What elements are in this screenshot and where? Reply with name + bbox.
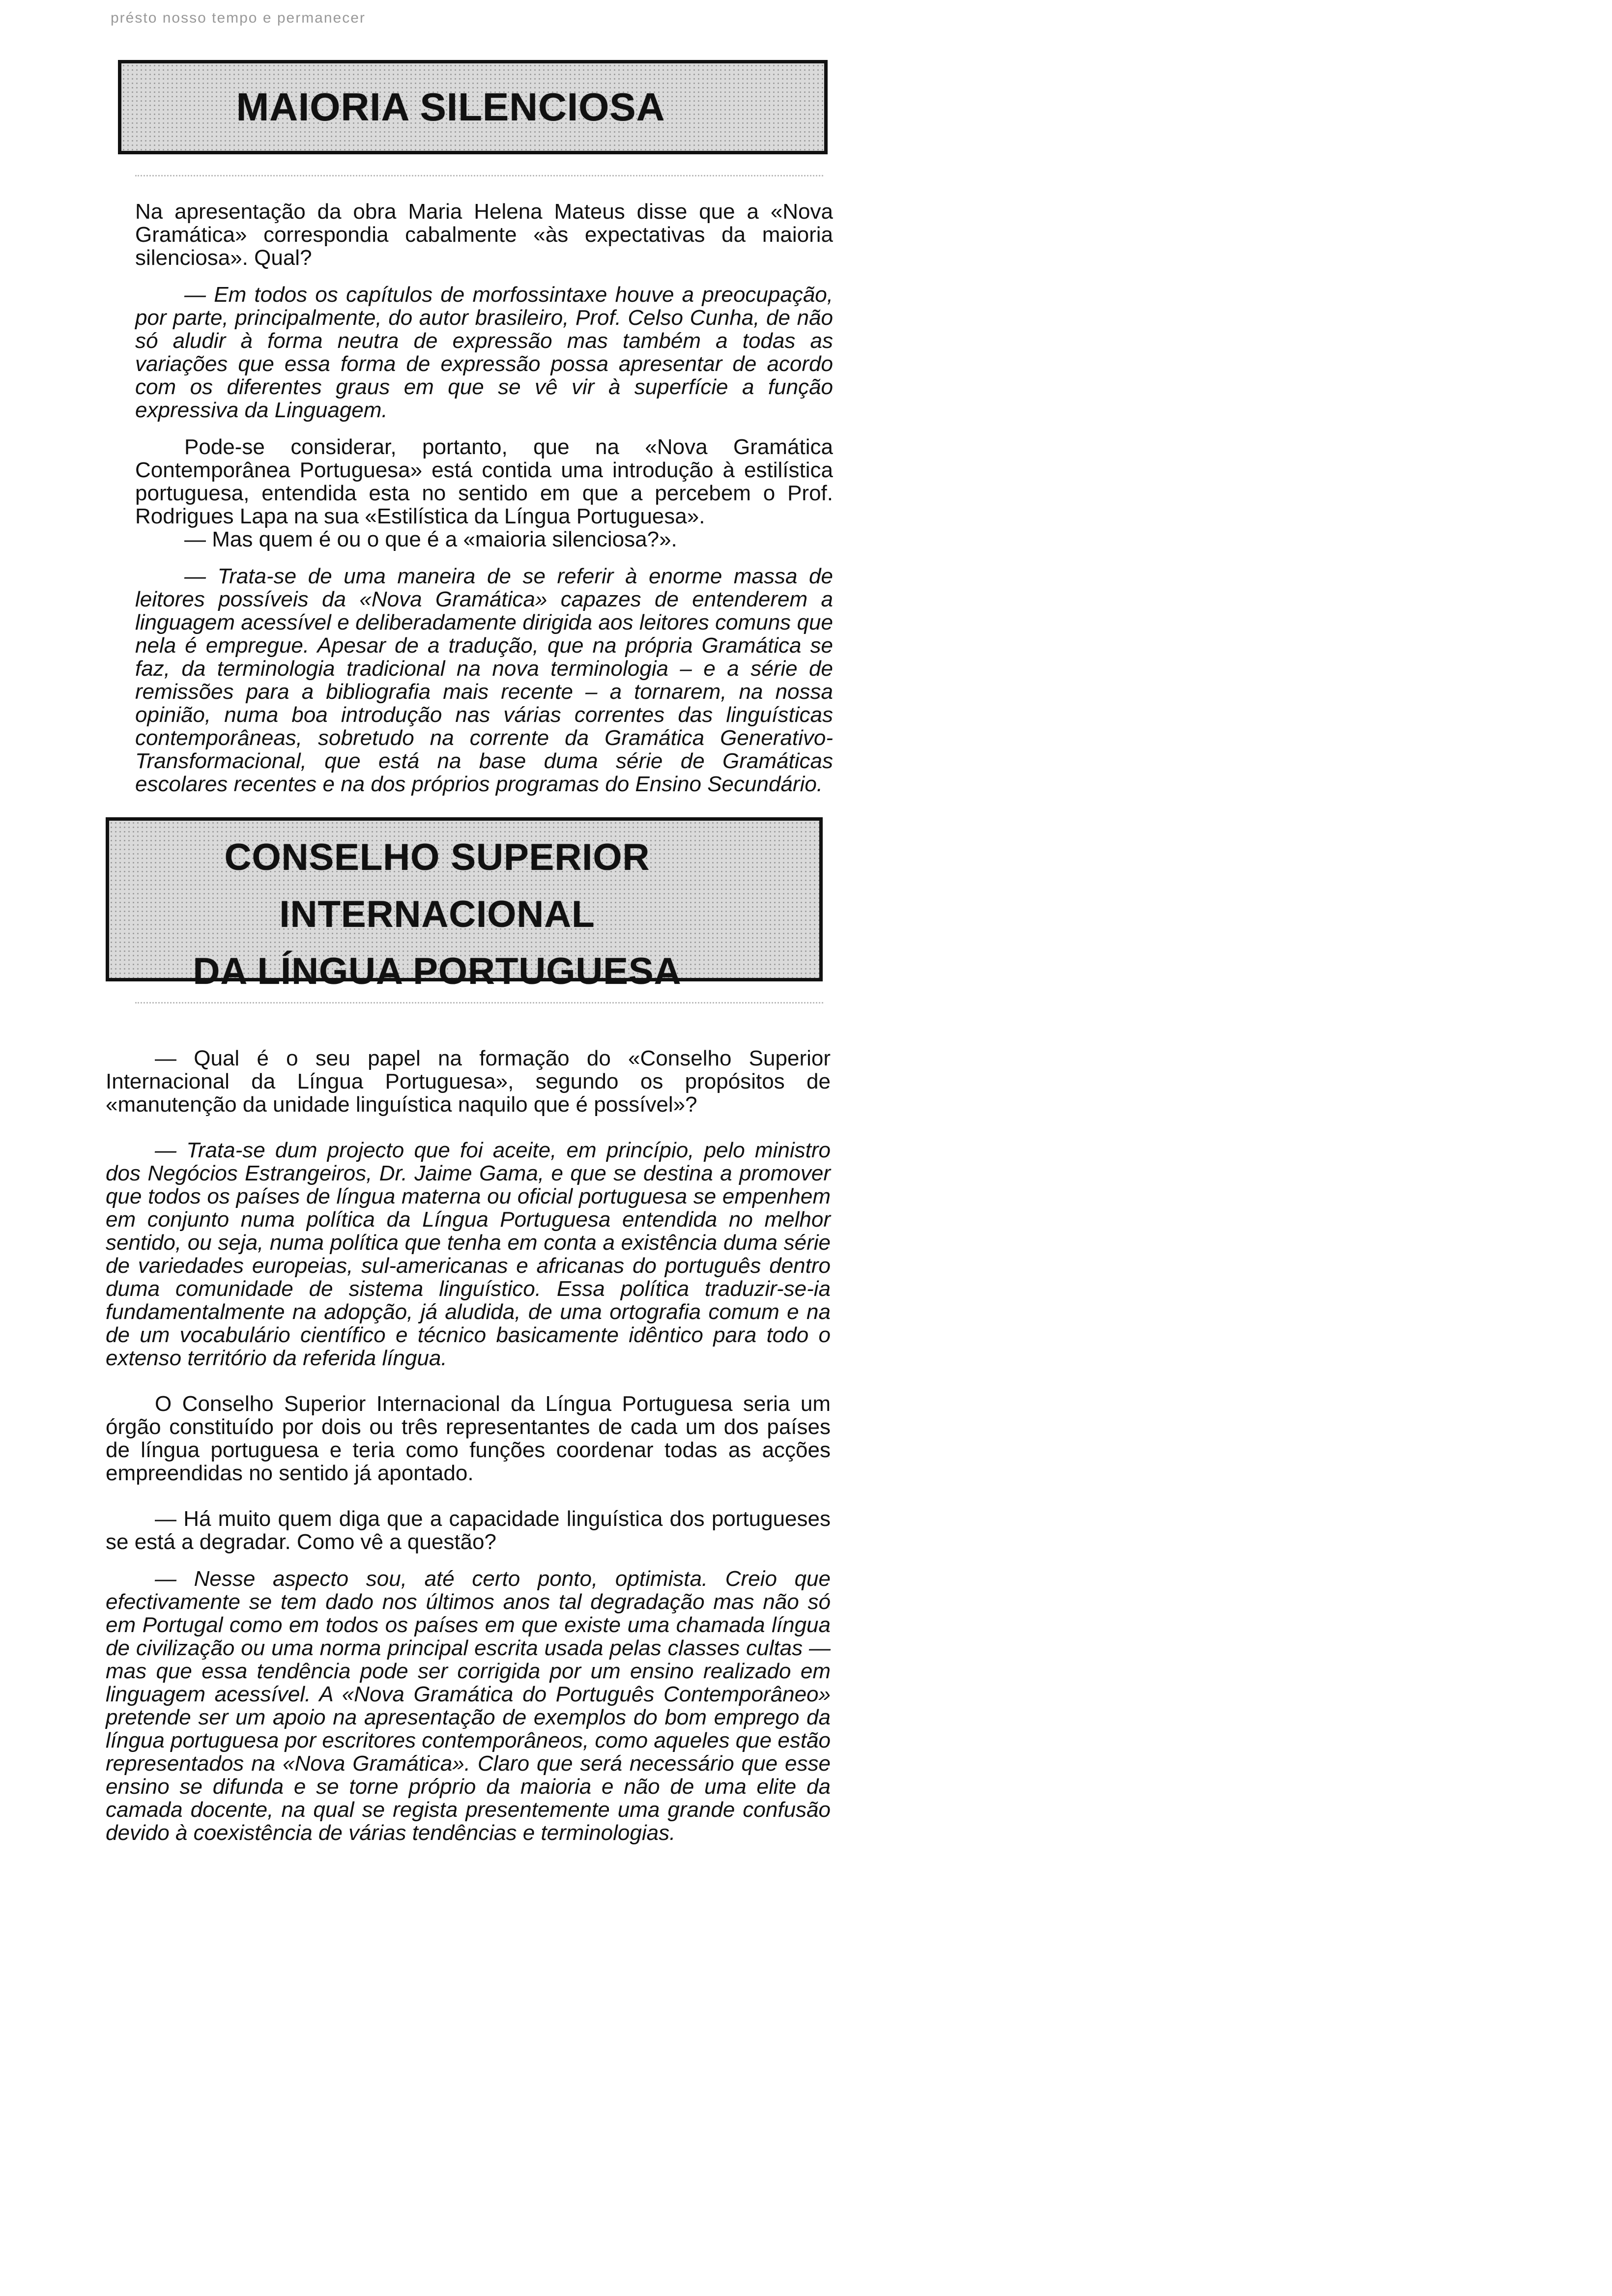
section-body-maioria — [106, 200, 833, 796]
section-body-conselho — [106, 1047, 831, 1844]
paragraph-question-3: — Qual é o seu papel na formação do «Conselho Superior Internacional da Língua Portuguesa», segundo os propósitos de «manutenção da unidade linguística naquilo que é possível»? — [106, 1046, 831, 1117]
section-title-maioria: MAIORIA SILENCIOSA — [236, 85, 665, 129]
top-noise-text: présto nosso tempo e permanecer — [111, 10, 366, 26]
paragraph-answer-5: O Conselho Superior Internacional da Língua Portuguesa seria um órgão constituído por dois ou três representantes de cada um dos países de língua portuguesa e teria como funções coordenar todas as acções empreendidas no sentido já apontado. — [106, 1392, 831, 1485]
paragraph-answer-6: — Nesse aspecto sou, até certo ponto, optimista. Creio que efectivamente se tem dado nos últimos anos tal degradação mas não só em Portugal como em todos os países em que existe uma chamada língua de civilização ou uma norma principal escrita usada pelas classes cultas — mas que essa tendência pode ser corrigida por um ensino realizado em linguagem acessível. A «Nova Gramática do Português Contemporâneo» pretende ser um apoio na apresentação de exemplos do bom emprego da língua portuguesa por escritores contemporâneos, como aqueles que estão representados na «Nova Gramática». Claro que será necessário que esse ensino se difunda e se torne próprio da maioria e não de uma elite da camada docente, na qual se regista presentemente uma grande confusão devido à coexistência de várias tendências e terminologias. — [106, 1567, 831, 1845]
paragraph-question-1: Na apresentação da obra Maria Helena Mateus disse que a «Nova Gramática» correspondia cabalmente «às expectativas da maioria silenciosa». Qual? — [135, 200, 833, 270]
article-column — [106, 10, 833, 1844]
paragraph-answer-3: — Trata-se de uma maneira de se referir à enorme massa de leitores possíveis da «Nova Gramática» capazes de entenderem a linguagem acessível e deliberadamente dirigida aos leitores comuns que nela é empregue. Apesar de a tradução, que na própria Gramática se faz, da terminologia tradicional na nova terminologia – e a série de remissões para a bibliografia mais recente – a tornarem, na nossa opinião, numa boa introdução nas várias correntes das linguísticas contemporâneas, sobretudo na corrente da Gramática Generativo-Transformacional, que está na base duma série de Gramáticas escolares recentes e na dos próprios programas do Ensino Secundário. — [135, 564, 833, 796]
paragraph-answer-1: — Em todos os capítulos de morfossintaxe houve a preocupação, por parte, principalmente, do autor brasileiro, Prof. Celso Cunha, de não só aludir à forma neutra de expressão mas também a todas as variações que essa forma de expressão possa apresentar de acordo com os diferentes graus em que se vê vir à superfície a função expressiva da Linguagem. — [135, 283, 833, 422]
paragraph-answer-2: Pode-se considerar, portanto, que na «Nova Gramática Contemporânea Portuguesa» está contida uma introdução à estilística portuguesa, entendida esta no sentido em que a percebem o Prof. Rodrigues Lapa na sua «Estilística da Língua Portuguesa». — [135, 435, 833, 528]
paragraph-answer-4: — Trata-se dum projecto que foi aceite, em princípio, pelo ministro dos Negócios Estrangeiros, Dr. Jaime Gama, e que se destina a promover que todos os países de língua materna ou oficial portuguesa se empenhem em conjunto numa política da Língua Portuguesa entendida no melhor sentido, ou seja, numa política que tenha em conta a existência duma série de variedades europeias, sul-americanas e africanas do português dentro duma comunidade de sistema linguístico. Essa política traduzir-se-ia fundamentalmente na adopção, já aludida, de uma ortografia comum e na de um vocabulário científico e técnico basicamente idêntico para todo o extenso território da referida língua. — [106, 1138, 831, 1370]
section-title-conselho-line1: CONSELHO SUPERIOR — [224, 836, 650, 878]
paragraph-question-4: — Há muito quem diga que a capacidade linguística dos portugueses se está a degradar. Como vê a questão? — [106, 1507, 831, 1554]
section-title-conselho-line3: DA LÍNGUA PORTUGUESA — [193, 950, 682, 992]
section-title-box-maioria — [118, 60, 828, 154]
section-title-conselho-line2: INTERNACIONAL — [279, 893, 595, 935]
section-title-box-conselho — [106, 817, 823, 992]
noise-divider — [135, 161, 823, 176]
paragraph-question-2: — Mas quem é ou o que é a «maioria silenciosa?». — [184, 527, 677, 551]
